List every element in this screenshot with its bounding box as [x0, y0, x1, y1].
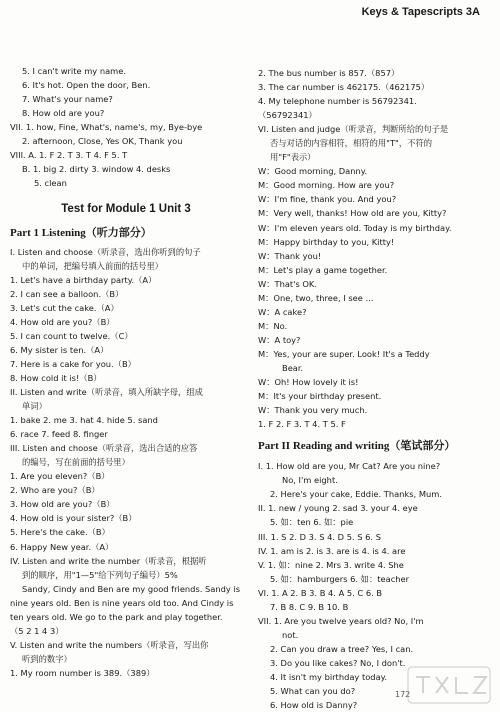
answer-line: VII. 1. how, Fine, What's, name's, my, Bye-bye: [10, 122, 203, 133]
answer-line: W：Thank you!: [258, 250, 322, 261]
part1-title: Part 1 Listening（听力部分）: [10, 227, 152, 240]
answer-line: 7. Here is a cake for you.（B）: [10, 358, 136, 369]
answer-line: 4. How old is your sister?（B）: [10, 513, 137, 524]
answer-line: 3. Let's cut the cake.（A）: [10, 302, 119, 313]
answer-line: 4. It isn't my birthday today.: [270, 671, 388, 682]
answer-line: （56792341）: [258, 110, 317, 121]
answer-line: 否与对话的内容相符，相符的用"T"，不符的: [270, 138, 433, 149]
answer-line: 5. What can you do?: [270, 686, 356, 697]
answer-line: 7. B 8. C 9. B 10. B: [270, 601, 349, 612]
answer-line: I. 1. How old are you, Mr Cat? Are you nine?: [258, 461, 441, 472]
answer-line: W：Thank you very much.: [258, 405, 368, 416]
answer-line: 6. It's hot. Open the door, Ben.: [22, 80, 151, 91]
answer-line: IV. 1. am is 2. is 3. are is 4. is 4. are: [258, 545, 406, 556]
answer-line: 2. The bus number is 857.（857）: [258, 68, 400, 78]
answer-line: 6. race 7. feed 8. finger: [10, 429, 108, 440]
answer-line: 5. 如：ten 6. 如：pie: [270, 517, 354, 528]
answer-line: VI. Listen and judge（听录音，判断所给的句子是: [258, 124, 449, 135]
answer-line: M：Yes, your are super. Look! It's a Teddy: [258, 348, 430, 359]
answer-line: 2. I can see a balloon.（B）: [10, 288, 124, 299]
answer-line: 1. My room number is 389.（389）: [10, 667, 155, 678]
answer-line: II. Listen and write（听录音，填入所缺字母，组成: [10, 386, 203, 397]
answer-line: 1. bake 2. me 3. hat 4. hide 5. sand: [10, 415, 158, 426]
listening-answers: [10, 245, 242, 582]
answer-line: 3. How old are you?（B）: [10, 499, 115, 510]
answer-line: 5. clean: [34, 178, 67, 189]
answer-line: 5. I can count to twelve.（C）: [10, 330, 133, 341]
part2-title: Part II Reading and writing（笔试部分）: [258, 440, 456, 453]
answer-line: VI. 1. A 2. B 3. B 4. A 5. C 6. B: [258, 587, 383, 598]
answer-line: 1. Are you eleven?（B）: [10, 471, 110, 482]
listening-passage: Sandy, Cindy and Ben are my good friends. Sandy is nine years old. Ben is nine years old too. And Cindy is ten years old. We go to the park and play together.: [10, 583, 241, 622]
answer-line: 1. Let's have a birthday party.（A）: [10, 274, 157, 285]
answer-line: 5. Here's the cake.（B）: [10, 527, 110, 538]
answer-line: M：Let's play a game together.: [258, 264, 388, 275]
answer-line: 6. My sister is ten.（A）: [10, 344, 109, 355]
answer-line: VII. 1. Are you twelve years old? No, I'm: [258, 615, 424, 626]
answer-line: W：A cake?: [258, 306, 307, 317]
answer-line: 8. How cold it is!（B）: [10, 372, 102, 383]
answer-line: II. 1. new / young 2. sad 3. your 4. eye: [258, 503, 418, 514]
left-column: [10, 64, 242, 680]
answer-line: 7. What's your name?: [22, 94, 113, 105]
listening-dialogue: [258, 66, 490, 431]
answer-line: 听到的数字）: [22, 653, 72, 664]
listening-numbers-answers: [10, 624, 242, 680]
watermark-logo: [406, 665, 492, 705]
answer-line: 的编号，写在前面的括号里）: [22, 457, 130, 468]
answer-line: 2. Can you draw a tree? Yes, I can.: [270, 643, 414, 654]
answer-line: 5. I can't write my name.: [22, 66, 127, 76]
answer-line: not.: [282, 629, 299, 640]
answer-line: 8. How old are you?: [22, 108, 105, 119]
answer-line: III. 1. S 2. D 3. S 4. D 5. S 6. S: [258, 531, 381, 542]
answer-line: B. 1. big 2. dirty 3. window 4. desks: [22, 164, 171, 175]
answer-line: V. 1. 如：nine 2. Mrs 3. write 4. She: [258, 559, 404, 570]
answer-line: 用"F"表示）: [270, 152, 316, 163]
answer-line: W：A toy?: [258, 334, 301, 345]
answer-line: W：Oh! How lovely it is!: [258, 377, 359, 388]
answer-line: W：I'm fine, thank you. And you?: [258, 194, 397, 205]
answer-line: 6. How old is Danny?: [270, 700, 358, 711]
running-header: Keys & Tapescripts 3A: [361, 6, 480, 18]
answer-line: 单词）: [22, 401, 47, 412]
answer-line: W：Good morning, Danny.: [258, 166, 368, 177]
answer-line: I. Listen and choose（听录音，选出你听到的句子: [10, 246, 201, 257]
answer-line: 4. My telephone number is 56792341.: [258, 96, 417, 107]
answer-line: V. Listen and write the numbers（听录音，写出你: [10, 639, 209, 650]
answer-line: （5 2 1 4 3）: [10, 625, 64, 636]
answer-line: M：Happy birthday to you, Kitty!: [258, 236, 395, 247]
answer-line: 4. How old are you?（B）: [10, 316, 115, 327]
section-title: Test for Module 1 Unit 3: [61, 203, 191, 216]
answer-line: W：That's OK.: [258, 278, 318, 289]
answer-line: 3. The car number is 462175.（462175）: [258, 82, 430, 93]
answer-line: 到的顺序，用"1—5"给下列句子编号）5%: [22, 569, 178, 580]
answer-line: 2. Here's your cake, Eddie. Thanks, Mum.: [270, 489, 442, 500]
previous-test-answers: [10, 64, 242, 190]
answer-line: No, I'm eight.: [282, 475, 338, 486]
answer-line: 2. afternoon, Close, Yes OK, Thank you: [22, 136, 183, 147]
answer-line: 1. F 2. F 3. T 4. T 5. F: [258, 419, 346, 430]
answer-line: 5. 如：hamburgers 6. 如：teacher: [270, 573, 410, 584]
answer-line: Bear.: [282, 362, 304, 373]
answer-line: 中的单词，把编号填入前面的括号里）: [22, 260, 164, 271]
answer-line: IV. Listen and write the number（听录音，根据听: [10, 555, 207, 566]
answer-line: M：No.: [258, 320, 288, 331]
answer-line: 3. Do you like cakes? No, I don't.: [270, 657, 406, 668]
answer-line: 2. Who are you?（B）: [10, 485, 100, 496]
answer-line: W：I'm eleven years old. Today is my birthday.: [258, 222, 452, 233]
answer-line: M：Good morning. How are you?: [258, 180, 395, 191]
page-number: 172: [395, 690, 411, 699]
answer-line: VIII. A. 1. F 2. T 3. T 4. F 5. T: [10, 150, 128, 161]
answer-line: M：One, two, three, I see ...: [258, 292, 374, 303]
answer-line: M：It's your birthday present.: [258, 391, 382, 402]
answer-line: M：Very well, thanks! How old are you, Kitty?: [258, 208, 447, 219]
answer-line: 6. Happy New year.（A）: [10, 541, 114, 552]
answer-line: III. Listen and choose（听录音，选出合适的应答: [10, 443, 198, 454]
right-column: [258, 66, 490, 712]
